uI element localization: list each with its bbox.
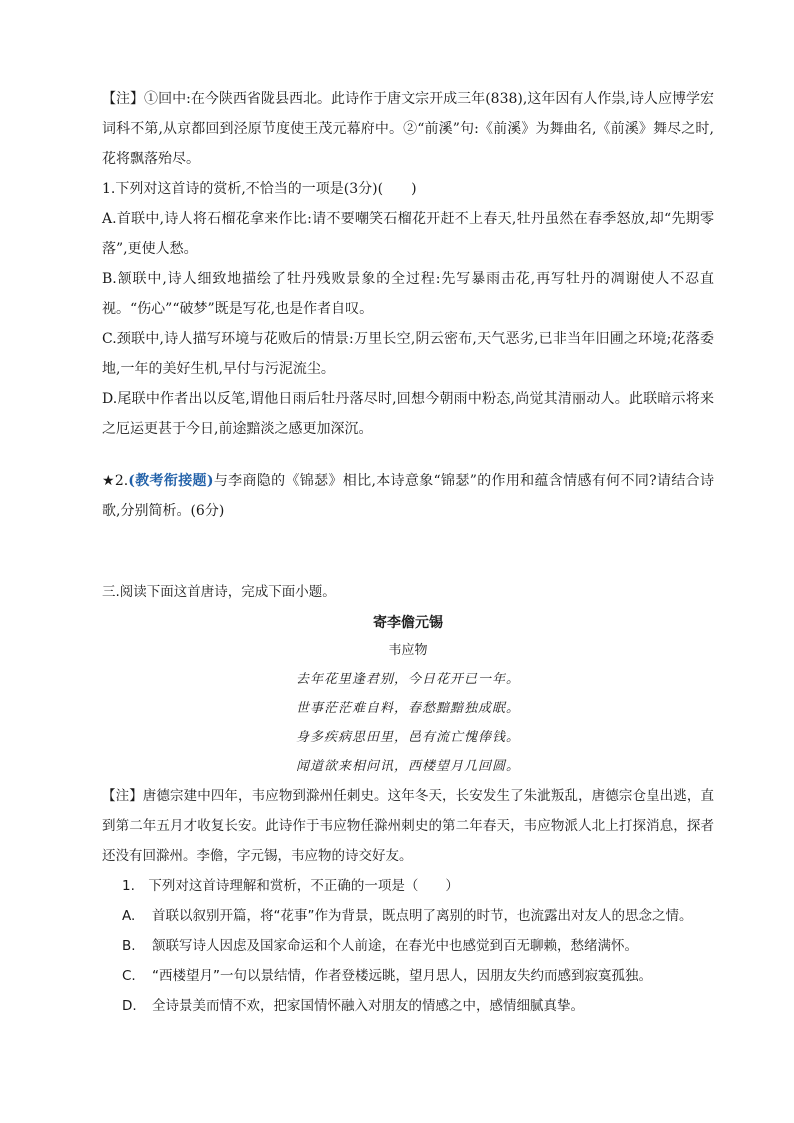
section-heading: 三.阅读下面这首唐诗，完成下面小题。 — [102, 584, 336, 600]
section-2-continued — [102, 84, 714, 444]
poem-line: 世事茫茫难自料，春愁黯黯独成眠。 — [295, 701, 520, 716]
option-d — [102, 991, 714, 1021]
option-label: C. — [122, 968, 136, 984]
option-d: D.尾联中作者出以反笔,谓他日雨后牡丹落尽时,回想今朝雨中粉态,尚觉其清丽动人。此联暗示将来之厄运更甚于今日,前途黯淡之感更加深沉。 — [102, 391, 714, 437]
option-c — [102, 961, 714, 991]
poem-note: 【注】唐德宗建中四年，韦应物到滁州任刺史。这年冬天，长安发生了朱泚叛乱，唐德宗仓皇出逃，直到第二年五月才收复长安。此诗作于韦应物任滁州刺史的第二年春天，韦应物派人北上打探消息，探者还没有回滁州。李儋，字元锡，韦应物的诗交好友。 — [102, 788, 714, 864]
section-3 — [102, 577, 714, 1021]
option-b — [102, 931, 714, 961]
question-2 — [102, 466, 714, 526]
option-label: A. — [122, 908, 136, 924]
option-label: B. — [122, 938, 136, 954]
poem-line: 去年花里逢君别，今日花开已一年。 — [295, 672, 520, 687]
question-2-text: 与李商隐的《锦瑟》相比,本诗意象“锦瑟”的作用和蕴含情感有何不同?请结合诗歌,分别简析。(6分) — [102, 473, 714, 519]
option-label: D. — [122, 998, 137, 1014]
poem-note: 【注】①回中:在今陕西省陇县西北。此诗作于唐文宗开成三年(838),这年因有人作祟,诗人应博学宏词科不第,从京都回到泾原节度使王茂元幕府中。②“前溪”句:《前溪》为舞曲名,《前溪》舞尽之时,花将飘落殆尽。 — [102, 91, 714, 167]
option-text: “西楼望月”一句以景结情，作者登楼远眺，望月思人，因朋友失约而感到寂寞孤独。 — [152, 968, 652, 984]
question-1-stem: 1. 下列对这首诗理解和赏析，不正确的一项是（ ） — [122, 878, 459, 894]
question-tag: (教考衔接题) — [128, 473, 214, 489]
poem-title: 寄李儋元锡 — [373, 615, 443, 631]
star-marker: ★2. — [102, 473, 129, 489]
option-c: C.颈联中,诗人描写环境与花败后的情景:万里长空,阴云密布,天气恶劣,已非当年旧圃之环境;花落委地,一年的美好生机,早付与污泥流尘。 — [102, 331, 714, 377]
option-a — [102, 901, 714, 931]
poem-line: 闻道欲来相问讯，西楼望月几回圆。 — [295, 759, 520, 774]
option-text: 首联以叙别开篇，将“花事”作为背景，既点明了离别的时节，也流露出对友人的思念之情。 — [152, 908, 693, 924]
poem-line: 身多疾病思田里，邑有流亡愧俸钱。 — [295, 730, 520, 745]
option-text: 全诗景美而情不欢，把家国情怀融入对朋友的情感之中，感情细腻真挚。 — [152, 998, 584, 1014]
question-1-stem: 1.下列对这首诗的赏析,不恰当的一项是(3分)( ) — [102, 181, 417, 197]
option-b: B.颔联中,诗人细致地描绘了牡丹残败景象的全过程:先写暴雨击花,再写牡丹的凋谢使人不忍直视。“伤心”“破梦”既是写花,也是作者自叹。 — [102, 271, 714, 317]
option-a: A.首联中,诗人将石榴花拿来作比:请不要嘲笑石榴花开赶不上春天,牡丹虽然在春季怒放,却“先期零落”,更使人愁。 — [102, 211, 714, 257]
option-text: 颔联写诗人因虑及国家命运和个人前途，在春光中也感觉到百无聊赖，愁绪满怀。 — [152, 938, 638, 954]
poem-author: 韦应物 — [388, 643, 428, 658]
